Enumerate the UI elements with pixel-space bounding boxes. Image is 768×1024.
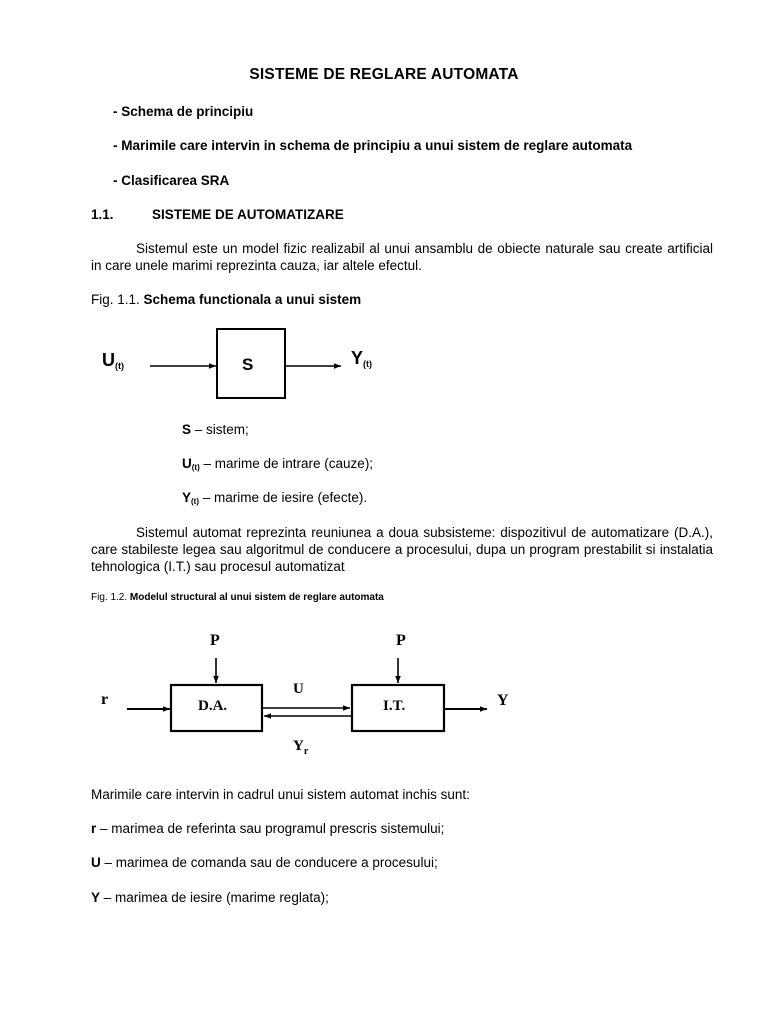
list-intro: Marimile care intervin in cadrul unui sistem automat inchis sunt: [91, 787, 470, 802]
fig-1-2-yr-main: Y [293, 738, 304, 754]
definition-text: – marimea de comanda sau de conducere a procesului; [100, 855, 438, 870]
definition-symbol: Y [91, 890, 101, 905]
bullet-marimile: - Marimile care intervin in schema de principiu a unui sistem de reglare automata [113, 138, 633, 153]
fig-1-2-prefix: Fig. 1.2. [91, 592, 130, 603]
fig-1-2-u-label: U [293, 681, 304, 697]
fig-1-1-prefix: Fig. 1.1. [91, 292, 144, 307]
definition-text: – marimea de iesire (marime reglata); [100, 890, 329, 905]
definition-symbol: U [91, 855, 101, 870]
fig-1-1-input-sub: (t) [115, 361, 124, 371]
document-title: SISTEME DE REGLARE AUTOMATA [249, 66, 519, 83]
paragraph-2-text: Sistemul automat reprezinta reuniunea a doua subsisteme: dispozitivul de automatizare (D.A.), care stabileste legea sau algoritmul de conducere a procesului, dupa un program prestabilit si instalatia tehnologica (I.T.) sau procesul automatizat [91, 525, 713, 574]
legend-symbol: Y [182, 490, 192, 505]
fig-1-2-yr-sub: r [303, 746, 309, 757]
fig-1-1-title: Schema functionala a unui sistem [143, 292, 362, 307]
legend-text: – marime de intrare (cauze); [199, 456, 374, 471]
definition-u [91, 855, 438, 870]
definition-text: – marimea de referinta sau programul prescris sistemului; [96, 821, 445, 836]
legend-text: – sistem; [191, 422, 249, 437]
fig-1-1-output-main: Y [351, 348, 364, 368]
bullet-clasificarea: - Clasificarea SRA [113, 173, 230, 188]
fig-1-2-p2-label: P [396, 632, 406, 649]
fig-1-1-output-sub: (t) [363, 359, 373, 369]
fig-1-2-yr-label [293, 738, 308, 757]
fig-1-2-y-label: Y [497, 692, 509, 709]
definition-symbol: r [91, 821, 97, 836]
fig-1-1-input-main: U [102, 350, 115, 370]
fig-1-2-it-label: I.T. [383, 698, 406, 714]
legend-subscript: (t) [191, 463, 200, 472]
section-title: SISTEME DE AUTOMATIZARE [152, 207, 344, 222]
legend-text: – marime de iesire (efecte). [199, 490, 368, 505]
definition-y [91, 890, 329, 905]
fig-1-2-p1-label: P [210, 632, 220, 649]
fig-1-2-title: Modelul structural al unui sistem de reglare automata [129, 592, 384, 603]
definition-r [91, 821, 444, 836]
paragraph-1-text: Sistemul este un model fizic realizabil al unui ansamblu de obiecte naturale sau create artificial in care unele marimi reprezinta cauza, iar altele efectul. [91, 241, 713, 273]
fig-1-2-r-label: r [101, 691, 109, 708]
fig-1-2-da-label: D.A. [198, 698, 228, 714]
section-number: 1.1. [91, 207, 114, 222]
legend-symbol: U [182, 456, 192, 471]
bullet-schema-principiu: - Schema de principiu [113, 104, 254, 119]
legend-symbol: S [182, 422, 192, 437]
legend-subscript: (t) [191, 497, 200, 506]
fig-1-1-block-label: S [242, 355, 254, 374]
